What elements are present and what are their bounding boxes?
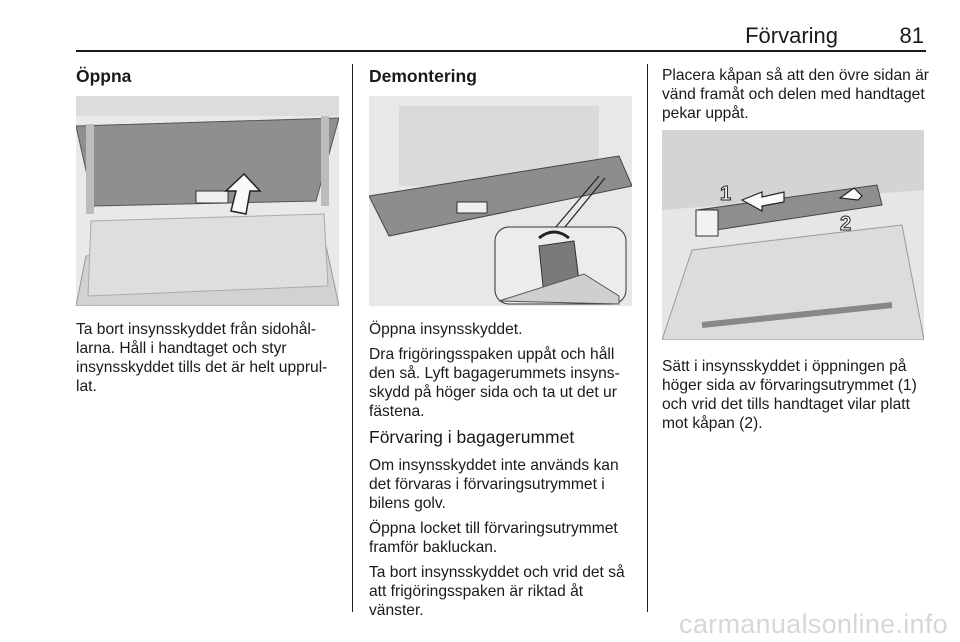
- section-heading-open: Öppna: [76, 66, 132, 86]
- chapter-title: Förvaring: [745, 23, 838, 48]
- column-3: [662, 66, 930, 129]
- paragraph: Öppna insynsskyddet.: [369, 321, 523, 338]
- paragraph: Dra frigöringsspaken uppåt och håll den så. Lyft bagagerummets insynsskydd på höger sida och ta ut det ur fästena.: [369, 346, 620, 420]
- figure-open-cover: [76, 96, 339, 306]
- column-divider: [647, 64, 648, 612]
- figure-removal: [369, 96, 632, 306]
- paragraph: Placera kåpan så att den övre sidan är vänd framåt och delen med handtaget pekar uppåt.: [662, 67, 929, 122]
- header-rule: [76, 50, 926, 52]
- column-1-body: [76, 320, 342, 402]
- callout-2: 2: [840, 213, 852, 235]
- section-heading-removal: Demontering: [369, 66, 477, 86]
- paragraph: Ta bort insynsskyddet och vrid det så att frigöringsspaken är riktad åt vänster.: [369, 564, 625, 619]
- subheading-storage: Förvaring i bagagerummet: [369, 427, 575, 447]
- watermark: carmanualsonline.info: [679, 609, 948, 639]
- column-2-body: [369, 320, 635, 626]
- column-divider: [352, 64, 353, 612]
- column-1: [76, 66, 342, 87]
- page-number: 81: [899, 23, 924, 48]
- paragraph: Sätt i insynsskyddet i öppningen på höger sida av förvaringsutrymmet (1) och vrid det tills handtaget vilar platt mot kåpan (2).: [662, 358, 917, 432]
- paragraph: Om insynsskyddet inte används kan det förvaras i förvaringsutrymmet i bilens golv.: [369, 457, 619, 512]
- column-3-body: [662, 357, 930, 439]
- paragraph: Öppna locket till förvaringsutrymmet framför bakluckan.: [369, 520, 618, 556]
- paragraph: Ta bort insynsskyddet från sidohållarna. Håll i handtaget och styr insynsskyddet tills det är helt upprullat.: [76, 321, 328, 395]
- callout-1: 1: [720, 183, 732, 205]
- figure-storage-insert: [662, 130, 924, 340]
- column-2: [369, 66, 635, 87]
